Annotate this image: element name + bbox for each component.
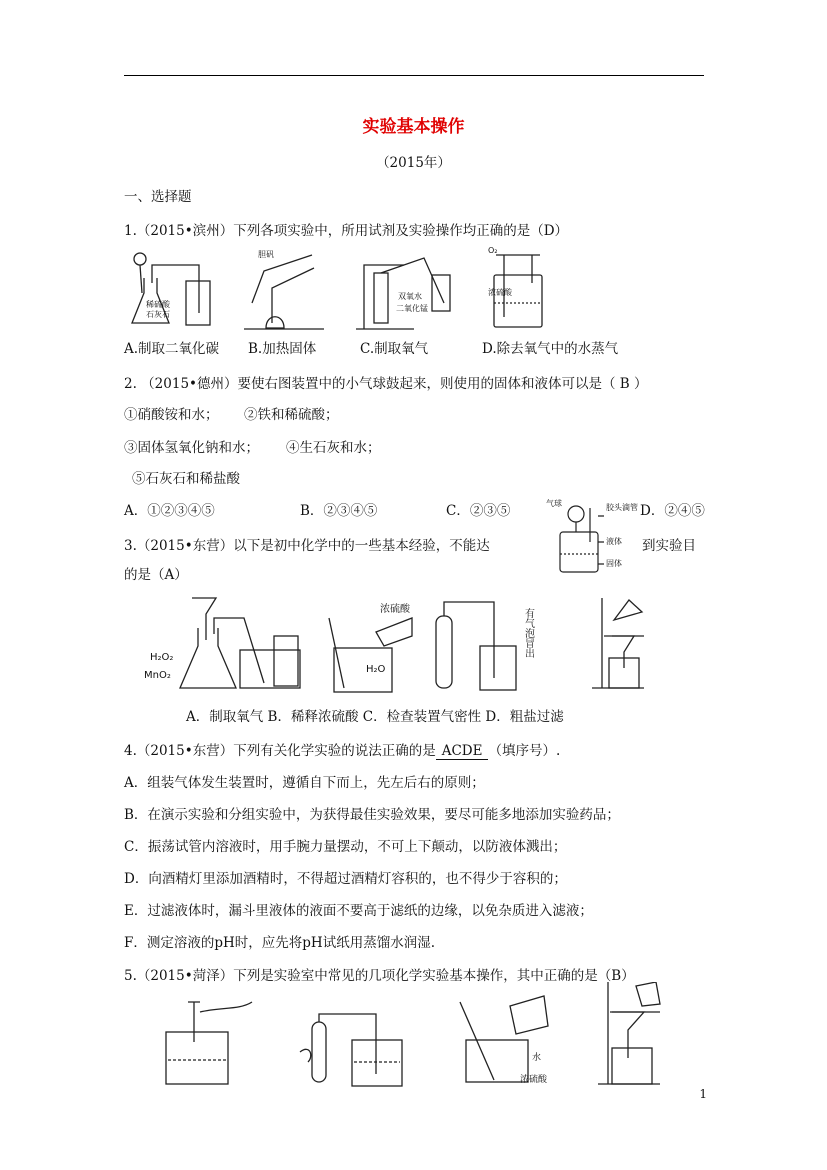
svg-text:固体: 固体	[606, 559, 622, 568]
q2-item-4: ④生石灰和水；	[286, 440, 381, 456]
q1-option-c: C.制取氧气	[360, 341, 429, 357]
q1-stem: 1.（2015•滨州）下列各项实验中，所用试剂及实验操作均正确的是（D）	[124, 223, 569, 239]
svg-text:H₂O: H₂O	[366, 664, 386, 675]
header-rule	[124, 75, 704, 76]
q2-option-c: C．②③⑤	[446, 503, 511, 519]
svg-text:O₂: O₂	[488, 246, 498, 255]
svg-text:稀硫酸: 稀硫酸	[146, 300, 170, 309]
page-year: （2015年）	[376, 155, 451, 171]
svg-text:石灰石: 石灰石	[146, 310, 170, 319]
svg-text:H₂O₂: H₂O₂	[150, 652, 174, 663]
q1-figures	[124, 243, 644, 333]
q4-stem	[124, 739, 560, 760]
q3-options: A．制取氧气 B．稀释浓硫酸 C．检查装置气密性 D．粗盐过滤	[186, 709, 564, 725]
q1-option-b: B.加热固体	[248, 341, 317, 357]
svg-text:浓硫酸: 浓硫酸	[520, 1075, 548, 1085]
q4-answer: ACDE	[436, 743, 489, 760]
svg-text:有气泡冒出: 有气泡冒出	[522, 608, 534, 658]
svg-text:浓硫酸: 浓硫酸	[488, 288, 512, 297]
q3-stem-b: 到实验目	[642, 538, 696, 554]
q2-option-d: D．②④⑤	[640, 503, 705, 519]
svg-text:液体: 液体	[606, 537, 622, 546]
q1-option-a: A.制取二氧化碳	[124, 341, 220, 357]
svg-text:胶头滴管: 胶头滴管	[606, 503, 638, 512]
svg-text:浓硫酸: 浓硫酸	[380, 604, 410, 615]
svg-text:双氧水: 双氧水	[398, 292, 422, 301]
q4-stem-pre: 4.（2015•东营）下列有关化学实验的说法正确的是	[124, 743, 436, 759]
svg-text:MnO₂: MnO₂	[144, 670, 171, 681]
q5-figures	[160, 982, 710, 1092]
q4-item-f: F．测定溶液的pH时，应先将pH试纸用蒸馏水润湿.	[124, 935, 435, 951]
page-number: 1	[699, 1087, 707, 1101]
q4-item-d: D．向酒精灯里添加酒精时，不得超过酒精灯容积的，也不得少于容积的；	[124, 871, 567, 887]
q5-stem: 5.（2015•菏泽）下列是实验室中常见的几项化学实验基本操作，其中正确的是（B）	[124, 968, 635, 984]
q2-option-b: B．②③④⑤	[300, 503, 378, 519]
page-title: 实验基本操作	[362, 117, 465, 137]
q2-figure	[544, 494, 644, 576]
svg-text:胆矾: 胆矾	[258, 250, 274, 259]
q2-item-3: ③固体氢氧化钠和水；	[124, 440, 259, 456]
svg-text:二氧化锰: 二氧化锰	[396, 304, 428, 313]
svg-text:水: 水	[532, 1053, 542, 1063]
q2-item-1: ①硝酸铵和水；	[124, 407, 219, 423]
q4-stem-post: （填序号）.	[488, 743, 561, 759]
q4-item-e: E．过滤液体时，漏斗里液体的液面不要高于滤纸的边缘，以免杂质进入滤液；	[124, 903, 593, 919]
q4-item-c: C．振荡试管内溶液时，用手腕力量摆动，不可上下颠动，以防液体溅出；	[124, 839, 567, 855]
q2-item-2: ②铁和稀硫酸；	[244, 407, 339, 423]
q3-figures	[144, 588, 664, 700]
section-heading: 一、选择题	[124, 189, 192, 205]
q4-item-a: A．组装气体发生装置时，遵循自下而上，先左后右的原则；	[124, 775, 485, 791]
q3-stem-a: 3.（2015•东营）以下是初中化学中的一些基本经验，不能达	[124, 538, 490, 554]
q2-item-5: ⑤石灰石和稀盐酸	[132, 471, 240, 487]
q4-item-b: B．在演示实验和分组实验中，为获得最佳实验效果，要尽可能多地添加实验药品；	[124, 807, 620, 823]
q2-option-a: A．①②③④⑤	[124, 503, 215, 519]
q1-option-d: D.除去氧气中的水蒸气	[482, 341, 619, 357]
q2-stem: 2. （2015•德州）要使右图装置中的小气球鼓起来，则使用的固体和液体可以是（ B ）	[124, 376, 648, 392]
q3-stem-c: 的是（A）	[124, 567, 188, 583]
svg-text:气球: 气球	[546, 499, 562, 508]
